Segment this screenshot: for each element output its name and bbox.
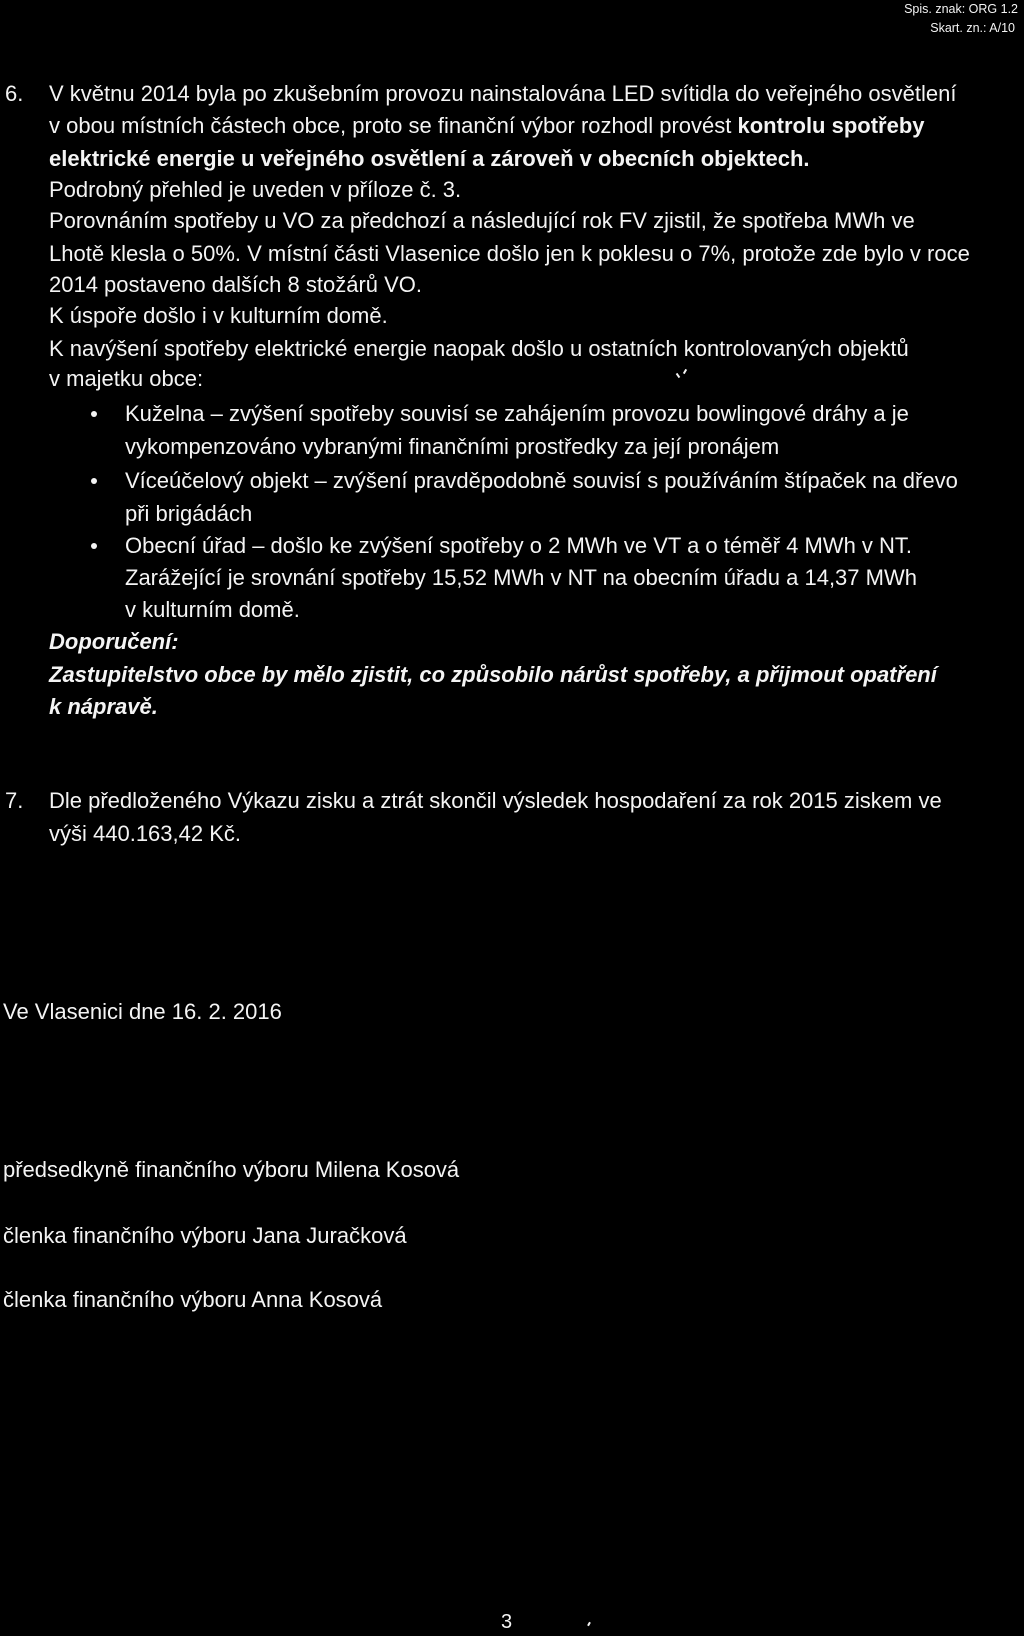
bullet-2-line-2: při brigádách bbox=[125, 501, 253, 526]
bullet-icon bbox=[91, 411, 97, 417]
filing-code: Spis. znak: ORG 1.2 bbox=[904, 2, 1018, 16]
item6-paragraph-line: K úspoře došlo i v kulturním domě. bbox=[49, 303, 388, 328]
bullet-2-line-1: Víceúčelový objekt – zvýšení pravděpodobně souvisí s používáním štípaček na dřevo bbox=[125, 468, 958, 493]
item7-line-2: výši 440.163,42 Kč. bbox=[49, 821, 242, 846]
signature-line-chair: předsedkyně finančního výboru Milena Kosová bbox=[3, 1157, 460, 1182]
signature-line-member: členka finančního výboru Anna Kosová bbox=[3, 1287, 383, 1312]
shredding-code: Skart. zn.: A/10 bbox=[930, 21, 1015, 35]
recommendation-line-2: k nápravě. bbox=[49, 694, 158, 719]
bullet-1-line-1: Kuželna – zvýšení spotřeby souvisí se zahájením provozu bowlingové dráhy a je bbox=[125, 401, 909, 426]
scan-mark-icon bbox=[587, 1622, 591, 1626]
scan-mark-icon bbox=[676, 373, 681, 378]
item6-paragraph-line: 2014 postaveno dalších 8 stožárů VO. bbox=[49, 272, 423, 297]
page-number: 3 bbox=[501, 1611, 513, 1633]
bullet-icon bbox=[91, 478, 97, 484]
bullet-1-line-2: vykompenzováno vybranými finančními prostředky za její pronájem bbox=[125, 434, 780, 459]
bullet-3-line-1: Obecní úřad – došlo ke zvýšení spotřeby o 2 MWh ve VT a o téměř 4 MWh v NT. bbox=[125, 533, 913, 558]
item6-line-1: V květnu 2014 byla po zkušebním provozu nainstalována LED svítidla do veřejného osvětlení bbox=[49, 81, 957, 106]
item6-paragraph-line: Lhotě klesla o 50%. V místní části Vlasenice došlo jen k poklesu o 7%, protože zde bylo v roce bbox=[49, 241, 970, 266]
item6-paragraph-line: Podrobný přehled je uveden v příloze č. 3. bbox=[49, 177, 462, 202]
item6-line-2 bbox=[49, 113, 925, 139]
bullet-icon bbox=[91, 543, 97, 549]
bullet-3-line-2: Zarážející je srovnání spotřeby 15,52 MWh v NT na obecním úřadu a 14,37 MWh bbox=[125, 565, 917, 590]
item-number-6: 6. bbox=[5, 81, 24, 106]
recommendation-line-1: Zastupitelstvo obce by mělo zjistit, co způsobilo nárůst spotřeby, a přijmout opatření bbox=[49, 662, 937, 687]
item6-line-2-text: v obou místních částech obce, proto se finanční výbor rozhodl provést bbox=[49, 113, 732, 138]
item6-paragraph-line: v majetku obce: bbox=[49, 366, 204, 391]
place-date: Ve Vlasenici dne 16. 2. 2016 bbox=[3, 999, 282, 1024]
item7-line-1: Dle předloženého Výkazu zisku a ztrát skončil výsledek hospodaření za rok 2015 ziskem ve bbox=[49, 788, 942, 813]
item-number-7: 7. bbox=[5, 788, 24, 813]
scan-mark-icon bbox=[683, 369, 687, 374]
item6-line-3-emphasis: elektrické energie u veřejného osvětlení a zároveň v obecních objektech. bbox=[49, 146, 810, 171]
signature-line-member: členka finančního výboru Jana Juračková bbox=[3, 1223, 407, 1248]
recommendation-label: Doporučení: bbox=[49, 629, 179, 654]
item6-paragraph-line: K navýšení spotřeby elektrické energie naopak došlo u ostatních kontrolovaných objektů bbox=[49, 336, 909, 361]
item6-line-2-emphasis: kontrolu spotřeby bbox=[737, 113, 925, 138]
item6-paragraph-line: Porovnáním spotřeby u VO za předchozí a následující rok FV zjistil, že spotřeba MWh ve bbox=[49, 208, 915, 233]
bullet-3-line-3: v kulturním domě. bbox=[125, 597, 300, 622]
